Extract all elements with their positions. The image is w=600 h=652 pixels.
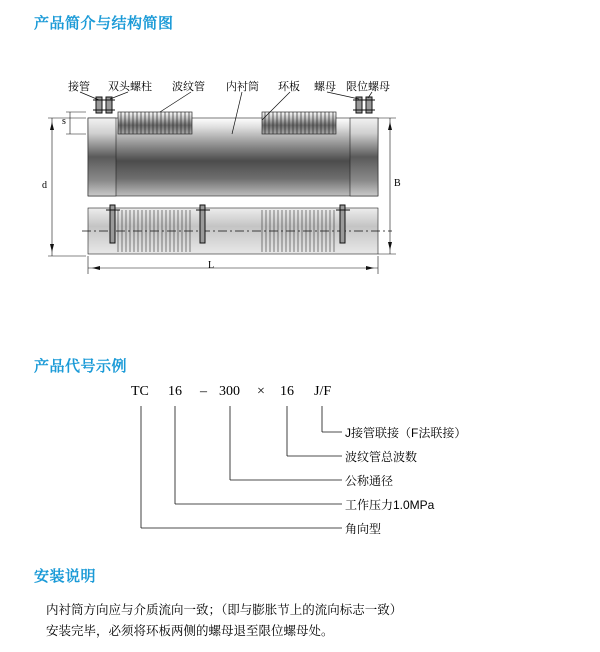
dimension-label-B: B [394, 178, 401, 189]
product-code-leaders [0, 380, 600, 540]
code-token-3: 300 [219, 384, 240, 399]
section-title-intro: 产品简介与结构简图 [34, 15, 174, 32]
dimension-label-L: L [208, 260, 215, 271]
code-description-3: 工作压力1.0MPa [345, 498, 435, 512]
code-token-2: – [200, 384, 207, 399]
callout-label-4: 环板 [278, 81, 300, 93]
install-note-0: 内衬筒方向应与介质流向一致；（即与膨胀节上的流向标志一致） [46, 603, 403, 617]
code-token-0: TC [131, 384, 149, 399]
install-notes [46, 600, 566, 642]
code-description-0: J接管联接（F法联接） [345, 426, 467, 440]
structure-diagram [0, 60, 600, 290]
callout-label-2: 波纹管 [172, 81, 205, 93]
install-note-1: 安装完毕，必须将环板两侧的螺母退至限位螺母处。 [46, 624, 334, 638]
code-description-4: 角向型 [345, 522, 382, 536]
callout-label-5: 螺母 [314, 81, 336, 93]
callout-label-0: 接管 [68, 81, 90, 93]
code-token-4: × [257, 384, 265, 399]
dimension-label-d: d [42, 180, 47, 191]
structure-diagram-svg [0, 60, 600, 290]
code-token-5: 16 [280, 384, 294, 399]
callout-label-6: 限位螺母 [346, 81, 390, 93]
code-description-1: 波纹管总波数 [345, 450, 418, 464]
callout-label-1: 双头螺柱 [108, 81, 152, 93]
code-token-6: J/F [314, 384, 332, 399]
callout-label-3: 内衬筒 [226, 81, 259, 93]
section-title-install: 安装说明 [34, 568, 97, 585]
section-title-code: 产品代号示例 [34, 358, 128, 375]
code-token-1: 16 [168, 384, 182, 399]
dimension-label-s: s [62, 116, 66, 127]
code-description-2: 公称通径 [345, 474, 394, 488]
product-code-diagram [0, 380, 600, 540]
